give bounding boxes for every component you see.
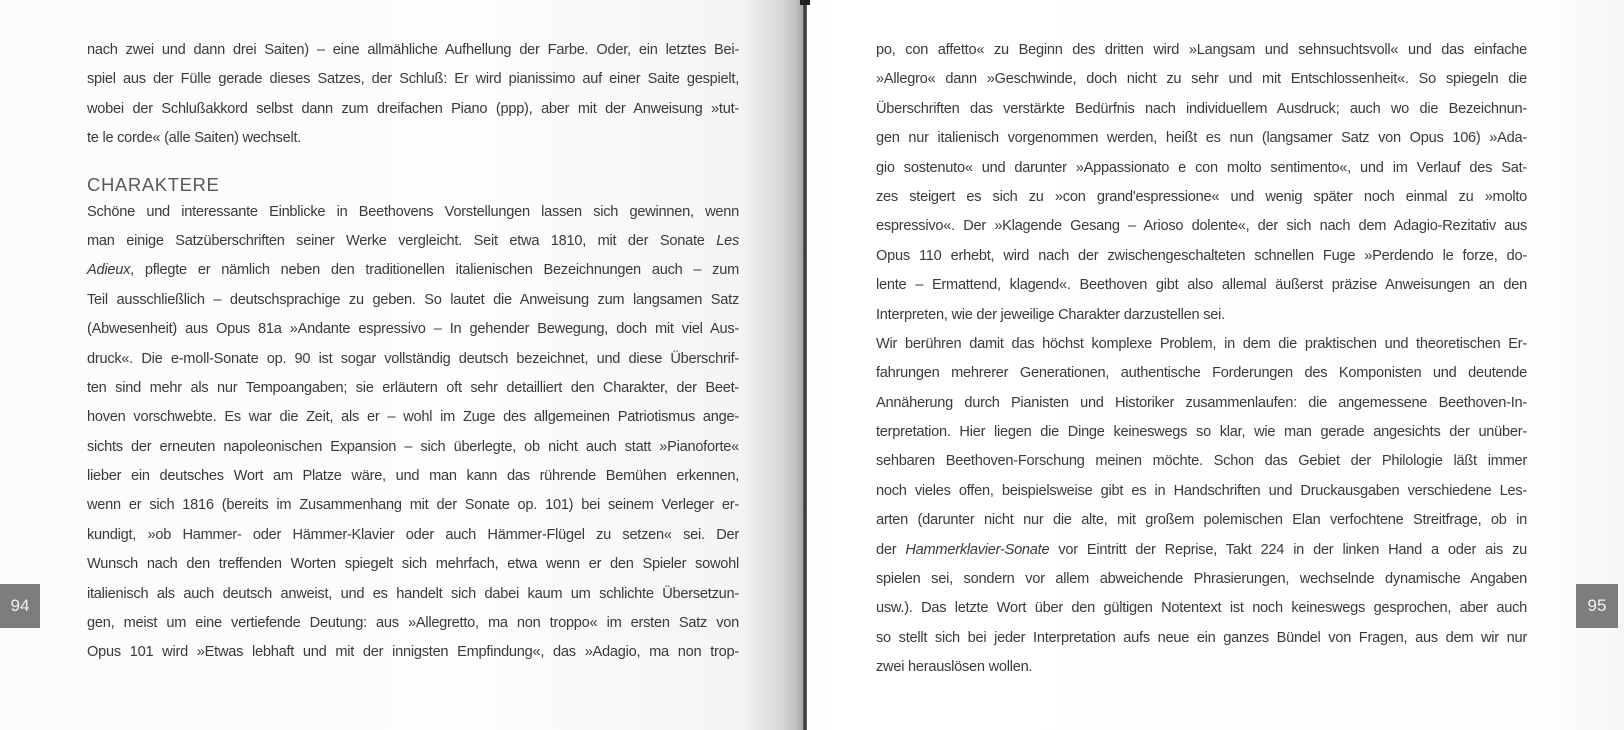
text-line: Schöne und interessante Einblicke in Beethovens Vorstellungen lassen sich gewinnen, wenn xyxy=(87,203,739,220)
text-line: terpretation. Hier liegen die Dinge keineswegs so klar, wie man gerade angesichts der unüber- xyxy=(876,424,1527,441)
text-line: lente – Ermattend, klagend«. Beethoven gibt also allemal äußerst präzise Anweisungen an den xyxy=(876,277,1527,294)
italic-title: Adieux xyxy=(87,262,131,279)
text-span: , pflegte er nämlich neben den traditionellen italienischen Bezeichnungen auch – zum xyxy=(130,262,739,279)
section-heading: CHARAKTERE xyxy=(87,173,220,195)
spine-shadow xyxy=(800,0,810,5)
right-page xyxy=(805,0,1624,730)
text-line: sehbaren Beethoven-Forschung meinen möchte. Schon das Gebiet der Philologie läßt immer xyxy=(876,453,1527,470)
text-line xyxy=(87,256,739,285)
left-page-text xyxy=(87,36,739,668)
text-line: Opus 101 wird »Etwas lebhaft und mit der innigsten Empfindung«, das »Adagio, ma non trop- xyxy=(87,644,739,661)
text-line: gio sostenuto« und darunter »Appassionato e con molto sentimento«, und im Verlauf des Sat- xyxy=(876,159,1527,176)
text-line: usw.). Das letzte Wort über den gültigen Notentext ist noch keineswegs gesprochen, aber auch xyxy=(876,600,1527,617)
text-line: Annäherung durch Pianisten und Historiker zusammenlaufen: die angemessene Beethoven-In- xyxy=(876,394,1527,411)
text-line: gen nur italienisch vorgenommen werden, heißt es nun (langsamer Satz von Opus 106) »Ada- xyxy=(876,130,1527,147)
text-line: nach zwei und dann drei Saiten) – eine allmähliche Aufhellung der Farbe. Oder, ein letztes Bei- xyxy=(87,42,739,58)
right-page-text xyxy=(876,36,1527,683)
text-line: (Abwesenheit) aus Opus 81a »Andante espressivo – In gehender Bewegung, doch mit viel Aus- xyxy=(87,321,739,338)
text-line: noch vieles offen, beispielsweise gibt es in Handschriften und Druckausgaben verschiedene Les- xyxy=(876,482,1527,499)
text-line: te le corde« (alle Saiten) wechselt. xyxy=(87,130,302,147)
text-line: hoven vorschwebte. Es war die Zeit, als er – wohl im Zuge des allgemeinen Patriotismus ange- xyxy=(87,409,739,426)
text-line: Wir berühren damit das höchst komplexe Problem, in dem die praktischen und theoretischen Er- xyxy=(876,335,1527,352)
text-line: Wunsch nach den treffenden Worten spiegelt sich mehrfach, etwa wenn er den Spieler sowohl xyxy=(87,556,739,573)
italic-title: Hammerklavier-Sonate xyxy=(905,541,1050,558)
text-line: Teil ausschließlich – deutschsprachige zu geben. So lautet die Anweisung zum langsamen Satz xyxy=(87,291,739,308)
text-line: arten (darunter nicht nur die alte, mit großem polemischen Elan verfochtene Streitfrage, ob in xyxy=(876,512,1527,529)
text-line: Opus 110 erhebt, wird nach der zwischengeschalteten schnellen Fuge »Perdendo le forze, do- xyxy=(876,247,1527,264)
text-line: fahrungen mehrerer Generationen, authentische Forderungen des Komponisten und deutende xyxy=(876,365,1527,382)
text-line: wobei der Schlußakkord selbst dann zum dreifachen Piano (ppp), aber mit der Anweisung »tut- xyxy=(87,100,739,117)
page-number-left: 94 xyxy=(0,584,40,628)
text-line: ten sind mehr als nur Tempoangaben; sie erläutern oft sehr detailliert den Charakter, der Beet- xyxy=(87,379,739,396)
text-line: italienisch als auch deutsch anweist, und es handelt sich dabei kaum um schlichte Übersetzun- xyxy=(87,585,739,602)
text-line: Interpreten, wie der jeweilige Charakter darzustellen sei. xyxy=(876,306,1225,323)
book-spine xyxy=(803,0,807,730)
text-line: so stellt sich bei jeder Interpretation aufs neue ein ganzes Bündel von Fragen, aus dem wir nur xyxy=(876,629,1527,646)
text-line: wenn er sich 1816 (bereits im Zusammenhang mit der Sonate op. 101) bei seinem Verleger er- xyxy=(87,497,739,514)
text-line: sichts der erneuten napoleonischen Expansion – sich überlegte, ob nicht auch statt »Pianoforte« xyxy=(87,438,739,455)
text-line: druck«. Die e-moll-Sonate op. 90 ist sogar vollständig deutsch bezeichnet, und diese Überschrif- xyxy=(87,350,739,367)
text-line: spiel aus der Fülle gerade dieses Satzes, der Schluß: Er wird pianissimo auf einer Saite gespielt, xyxy=(87,71,739,88)
text-span: man einige Satzüberschriften seiner Werke vergleicht. Seit etwa 1810, mit der Sonate xyxy=(87,232,717,249)
text-line: po, con affetto« zu Beginn des dritten wird »Langsam und sehnsuchtsvoll« und das einfache xyxy=(876,42,1527,58)
text-line xyxy=(876,536,1527,565)
page-number-right: 95 xyxy=(1576,584,1618,628)
text-line xyxy=(87,227,739,256)
text-line: kundigt, »ob Hammer- oder Hämmer-Klavier oder auch Hämmer-Flügel zu setzen« sei. Der xyxy=(87,526,739,543)
text-span: der xyxy=(876,541,906,558)
text-line: zes steigert es sich zu »con grand'espressione« und wenig später noch einmal zu »molto xyxy=(876,188,1527,205)
text-line: lieber ein deutsches Wort am Platze wäre, und man kann das rührende Bemühen erkennen, xyxy=(87,468,739,485)
text-line: Überschriften das verstärkte Bedürfnis nach individuellem Ausdruck; auch wo die Bezeichnun- xyxy=(876,100,1527,117)
left-page xyxy=(0,0,805,730)
text-line: spielen sei, sondern vor allem abweichende Phrasierungen, wechselnde dynamische Angaben xyxy=(876,571,1527,588)
text-line: espressivo«. Der »Klagende Gesang – Arioso dolente«, der sich nach dem Adagio-Rezitativ aus xyxy=(876,218,1527,235)
text-line: zwei herauslösen wollen. xyxy=(876,659,1033,676)
italic-title: Les xyxy=(716,232,739,249)
text-line: »Allegro« dann »Geschwinde, doch nicht zu sehr und mit Entschlossenheit«. So spiegeln die xyxy=(876,71,1527,88)
text-line: gen, meist um eine vertiefende Deutung: aus »Allegretto, ma non troppo« im ersten Satz von xyxy=(87,615,739,632)
text-span: vor Eintritt der Reprise, Takt 224 in der linken Hand a oder ais zu xyxy=(1049,541,1527,558)
